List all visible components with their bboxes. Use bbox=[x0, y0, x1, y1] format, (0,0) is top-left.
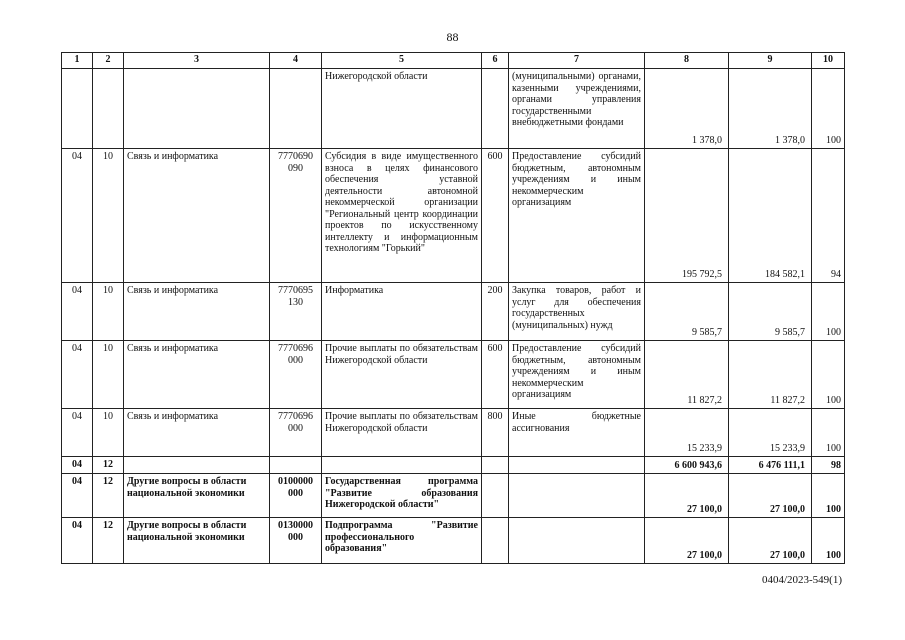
table-row bbox=[62, 69, 845, 149]
column-header: 3 bbox=[124, 53, 270, 69]
table-row bbox=[62, 409, 845, 457]
section-code: 04 bbox=[62, 457, 93, 474]
expense-name bbox=[509, 474, 645, 518]
section-code: 04 bbox=[62, 474, 93, 518]
target-code: 0100000 000 bbox=[270, 474, 322, 518]
target-name bbox=[322, 457, 482, 474]
subsection-name: Другие вопросы в области национальной экономики bbox=[124, 474, 270, 518]
planned-amount: 195 792,5 bbox=[645, 149, 729, 283]
subsection-name bbox=[124, 457, 270, 474]
section-code: 04 bbox=[62, 518, 93, 564]
column-header: 4 bbox=[270, 53, 322, 69]
actual-amount: 15 233,9 bbox=[729, 409, 812, 457]
subsection-code: 12 bbox=[93, 457, 124, 474]
column-header: 9 bbox=[729, 53, 812, 69]
actual-amount: 27 100,0 bbox=[729, 518, 812, 564]
table-row bbox=[62, 518, 845, 564]
execution-percent: 98 bbox=[812, 457, 845, 474]
target-name: Прочие выплаты по обязательствам Нижегородской области bbox=[322, 341, 482, 409]
expense-code bbox=[482, 69, 509, 149]
actual-amount: 27 100,0 bbox=[729, 474, 812, 518]
execution-percent: 100 bbox=[812, 518, 845, 564]
actual-amount: 1 378,0 bbox=[729, 69, 812, 149]
target-code: 7770695 130 bbox=[270, 283, 322, 341]
execution-percent: 100 bbox=[812, 341, 845, 409]
table-row bbox=[62, 474, 845, 518]
expense-name: Закупка товаров, работ и услуг для обеспечения государственных (муниципальных) нужд bbox=[509, 283, 645, 341]
execution-percent: 100 bbox=[812, 474, 845, 518]
target-name: Прочие выплаты по обязательствам Нижегородской области bbox=[322, 409, 482, 457]
expense-code bbox=[482, 518, 509, 564]
section-code: 04 bbox=[62, 409, 93, 457]
header-row bbox=[62, 53, 845, 69]
expense-code: 200 bbox=[482, 283, 509, 341]
expense-name: (муниципальными) органами, казенными учреждениями, органами управления государственными внебюджетными фондами bbox=[509, 69, 645, 149]
subsection-name bbox=[124, 69, 270, 149]
column-header: 8 bbox=[645, 53, 729, 69]
subsection-name: Связь и информатика bbox=[124, 341, 270, 409]
planned-amount: 6 600 943,6 bbox=[645, 457, 729, 474]
expense-name: Предоставление субсидий бюджетным, автономным учреждениям и иным некоммерческим организациям bbox=[509, 149, 645, 283]
table-row bbox=[62, 149, 845, 283]
subsection-code: 10 bbox=[93, 283, 124, 341]
target-code bbox=[270, 69, 322, 149]
actual-amount: 6 476 111,1 bbox=[729, 457, 812, 474]
section-code: 04 bbox=[62, 149, 93, 283]
execution-percent: 100 bbox=[812, 283, 845, 341]
execution-percent: 94 bbox=[812, 149, 845, 283]
target-code: 7770690 090 bbox=[270, 149, 322, 283]
budget-table bbox=[61, 52, 845, 564]
actual-amount: 9 585,7 bbox=[729, 283, 812, 341]
section-code: 04 bbox=[62, 283, 93, 341]
expense-code bbox=[482, 474, 509, 518]
target-code: 0130000 000 bbox=[270, 518, 322, 564]
planned-amount: 15 233,9 bbox=[645, 409, 729, 457]
execution-percent: 100 bbox=[812, 409, 845, 457]
subsection-code: 10 bbox=[93, 149, 124, 283]
subsection-code: 10 bbox=[93, 341, 124, 409]
subsection-code: 12 bbox=[93, 518, 124, 564]
document-code: 0404/2023-549(1) bbox=[761, 574, 842, 586]
expense-name: Иные бюджетные ассигнования bbox=[509, 409, 645, 457]
execution-percent: 100 bbox=[812, 69, 845, 149]
target-name: Подпрограмма "Развитие профессионального образования" bbox=[322, 518, 482, 564]
subsection-code bbox=[93, 69, 124, 149]
actual-amount: 11 827,2 bbox=[729, 341, 812, 409]
column-header: 2 bbox=[93, 53, 124, 69]
column-header: 5 bbox=[322, 53, 482, 69]
subsection-name: Связь и информатика bbox=[124, 283, 270, 341]
expense-code: 600 bbox=[482, 149, 509, 283]
expense-name bbox=[509, 518, 645, 564]
subsection-name: Другие вопросы в области национальной экономики bbox=[124, 518, 270, 564]
target-code: 7770696 000 bbox=[270, 341, 322, 409]
subsection-code: 10 bbox=[93, 409, 124, 457]
target-code bbox=[270, 457, 322, 474]
section-code bbox=[62, 69, 93, 149]
expense-code: 600 bbox=[482, 341, 509, 409]
target-name: Государственная программа "Развитие образования Нижегородской области" bbox=[322, 474, 482, 518]
table-row bbox=[62, 457, 845, 474]
expense-code bbox=[482, 457, 509, 474]
column-header: 7 bbox=[509, 53, 645, 69]
planned-amount: 1 378,0 bbox=[645, 69, 729, 149]
expense-name bbox=[509, 457, 645, 474]
column-header: 6 bbox=[482, 53, 509, 69]
section-code: 04 bbox=[62, 341, 93, 409]
table-row bbox=[62, 341, 845, 409]
subsection-name: Связь и информатика bbox=[124, 409, 270, 457]
actual-amount: 184 582,1 bbox=[729, 149, 812, 283]
table-row bbox=[62, 283, 845, 341]
target-name: Субсидия в виде имущественного взноса в целях финансового обеспечения уставной деятельности автономной некоммерческой организации "Региональный центр координации проектов по искусственному интеллекту и информационным технологиям "Горький" bbox=[322, 149, 482, 283]
subsection-code: 12 bbox=[93, 474, 124, 518]
planned-amount: 27 100,0 bbox=[645, 518, 729, 564]
target-name: Информатика bbox=[322, 283, 482, 341]
planned-amount: 11 827,2 bbox=[645, 341, 729, 409]
column-header: 10 bbox=[812, 53, 845, 69]
target-code: 7770696 000 bbox=[270, 409, 322, 457]
expense-name: Предоставление субсидий бюджетным, автономным учреждениям и иным некоммерческим организациям bbox=[509, 341, 645, 409]
expense-code: 800 bbox=[482, 409, 509, 457]
subsection-name: Связь и информатика bbox=[124, 149, 270, 283]
column-header: 1 bbox=[62, 53, 93, 69]
planned-amount: 9 585,7 bbox=[645, 283, 729, 341]
page-number: 88 bbox=[446, 30, 459, 44]
planned-amount: 27 100,0 bbox=[645, 474, 729, 518]
target-name: Нижегородской области bbox=[322, 69, 482, 149]
